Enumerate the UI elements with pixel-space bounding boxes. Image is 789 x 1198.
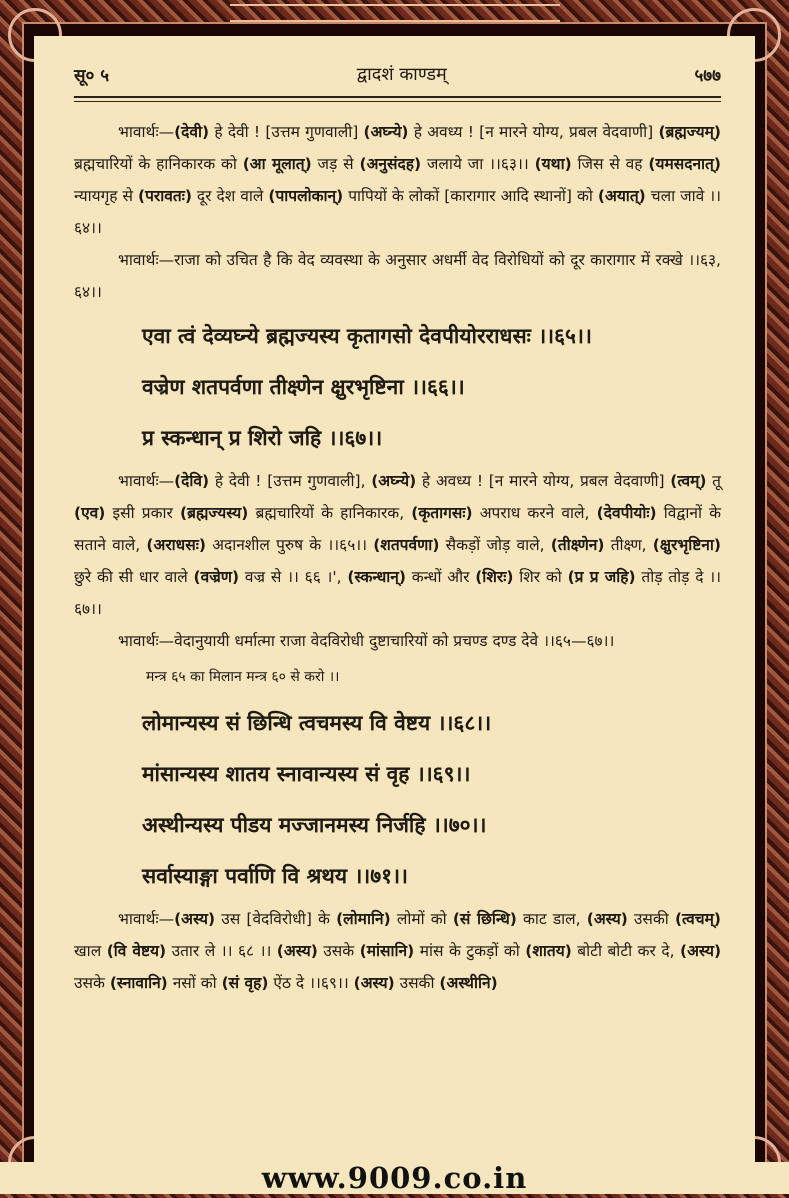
page-number: ५७७: [694, 65, 721, 86]
mantra-note: मन्त्र ६५ का मिलान मन्त्र ६० से करो ।।: [146, 669, 340, 685]
commentary-paragraph: भावार्थः—वेदानुयायी धर्मात्मा राजा वेदविरोधी दुष्टाचारियों को प्रचण्ड दण्ड देवे ।।६५—६७।।: [118, 632, 615, 650]
sutra-number: सू० ५: [74, 65, 110, 86]
site-watermark: www.9009.co.in: [0, 1162, 789, 1194]
page-header: [74, 54, 721, 98]
book-page: [34, 36, 755, 1162]
mantra-verse: सर्वास्याङ्गा पर्वाणि वि श्रथय ।।७१।।: [142, 863, 408, 888]
mantra-verse: मांसान्यस्य शातय स्नावान्यस्य सं वृह ।।६९।।: [142, 761, 471, 786]
commentary-paragraph: भावार्थः—(अस्य) उस [वेदविरोधी] के (लोमानि) लोमों को (सं छिन्धि) काट डाल, (अस्य) उसकी (त्वचम्) खाल (वि वेष्टय) उतार ले ।। ६८ ।। (अस्य) उसके (मांसानि) मांस के टुकड़ों को (शातय) बोटी बोटी कर दे, (अस्य) उसके (स्नावानि) नसों को (सं वृह) ऐंठ दे ।।६९।। (अस्य) उसकी (अस्थीनि): [74, 910, 722, 992]
mantra-verse: अस्थीन्यस्य पीडय मज्जानमस्य निर्जहि ।।७०।।: [142, 812, 487, 837]
kanda-title: द्वादशं काण्डम्: [356, 64, 447, 85]
top-ornament: [230, 4, 560, 22]
mantra-verse: वज्रेण शतपर्वणा तीक्ष्णेन क्षुरभृष्टिना ।।६६।।: [142, 374, 465, 399]
mantra-verse: प्र स्कन्धान् प्र शिरो जहि ।।६७।।: [142, 425, 383, 450]
mantra-verse: लोमान्यस्य सं छिन्धि त्वचमस्य वि वेष्टय ।।६८।।: [142, 710, 492, 735]
commentary-paragraph: भावार्थः—(देवी) हे देवी ! [उत्तम गुणवाली] (अघ्न्ये) हे अवध्य ! [न मारने योग्य, प्रबल वेदवाणी] (ब्रह्मज्यम्) ब्रह्मचारियों के हानिकारक को (आ मूलात्) जड़ से (अनुसंदह) जलाये जा ।।६३।। (यथा) जिस से वह (यमसदनात्) न्यायगृह से (परावतः) दूर देश वाले (पापलोकान्) पापियों के लोकों [कारागार आदि स्थानों] को (अयात्) चला जावे ।।६४।।: [74, 123, 721, 237]
mantra-verse: एवा त्वं देव्यघ्न्ये ब्रह्मज्यस्य कृतागसो देवपीयोरराधसः ।।६५।।: [142, 323, 592, 348]
page-content: [74, 116, 721, 999]
commentary-paragraph: भावार्थः—राजा को उचित है कि वेद व्यवस्था के अनुसार अधर्मी वेद विरोधियों को दूर कारागार में रक्खे ।।६३, ६४।।: [74, 251, 721, 301]
commentary-paragraph: भावार्थः—(देवि) हे देवी ! [उत्तम गुणवाली], (अघ्न्ये) हे अवध्य ! [न मारने योग्य, प्रबल वेदवाणी] (त्वम्) तू (एव) इसी प्रकार (ब्रह्मज्यस्य) ब्रह्मचारियों के हानिकारक, (कृतागसः) अपराध करने वाले, (देवपीयोः) विद्वानों के सताने वाले, (अराधसः) अदानशील पुरुष के ।।६५।। (शतपर्वणा) सैकड़ों जोड़ वाले, (तीक्ष्णेन) तीक्ष्ण, (क्षुरभृष्टिना) छुरे की सी धार वाले (वज्रेण) वज्र से ।। ६६ ।', (स्कन्धान्) कन्धों और (शिरः) शिर को (प्र प्र जहि) तोड़ तोड़ दे ।।६७।।: [74, 472, 722, 618]
header-rule: [74, 101, 721, 102]
